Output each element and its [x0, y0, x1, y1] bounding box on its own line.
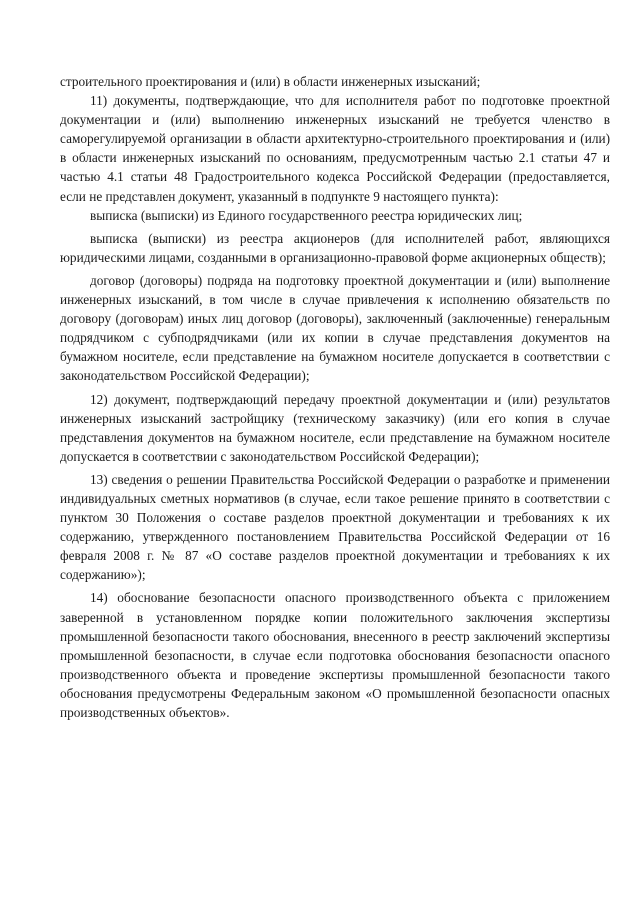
paragraph-item-12: 12) документ, подтверждающий передачу проектной документации и (или) результатов инженерных изысканий застройщику (техническому заказчику) (или его копия в случае представления документов на бумажном носителе, если представление на бумажном носителе допускается в соответствии с законодательством Российской Федерации); [60, 391, 610, 464]
paragraph-extract-shareholders: выписка (выписки) из реестра акционеров (для исполнителей работ, являющихся юридическими лицами, созданными в организационно-правовой форме акционерных обществ); [60, 230, 610, 265]
paragraph-contracts: договор (договоры) подряда на подготовку проектной документации и (или) выполнение инженерных изысканий, в том числе в случае привлечения к исполнению обязательств по договору (договорам) иных лиц договор (договоры), заключенный (заключенные) генеральным подрядчиком с субподрядчиками (или их копии в случае представления документов на бумажном носителе, если представление на бумажном носителе допускается в соответствии с законодательством Российской Федерации); [60, 272, 610, 384]
paragraph-continuation: строительного проектирования и (или) в области инженерных изысканий; [60, 74, 481, 89]
document-body [60, 72, 610, 722]
paragraph-item-13: 13) сведения о решении Правительства Российской Федерации о разработке и применении индивидуальных сметных нормативов (в случае, если такое решение принято в соответствии с пунктом 30 Положения о составе разделов проектной документации и требованиях к их содержанию, утвержденного постановлением Правительства Российской Федерации от 16 февраля 2008 г. № 87 «О составе разделов проектной документации и требованиях к их содержанию»); [60, 471, 610, 583]
paragraph-item-11: 11) документы, подтверждающие, что для исполнителя работ по подготовке проектной документации и (или) выполнению инженерных изысканий не требуется членство в саморегулируемой организации в области архитектурно-строительного проектирования и (или) в области инженерных изысканий по основаниям, предусмотренным частью 2.1 статьи 47 и частью 4.1 статьи 48 Градостроительного кодекса Российской Федерации (предоставляется, если не представлен документ, указанный в подпункте 9 настоящего пункта): [60, 93, 610, 204]
paragraph-extract-egrul: выписка (выписки) из Единого государственного реестра юридических лиц; [90, 207, 523, 223]
paragraph-item-14: 14) обоснование безопасности опасного производственного объекта с приложением заверенной в установленном порядке копии положительного заключения экспертизы промышленной безопасности такого обоснования, внесенного в реестр заключений экспертизы промышленной безопасности, в случае если подготовка обоснования безопасности опасного производственного объекта и проведение экспертизы промышленной безопасности такого обоснования предусмотрены Федеральным законом «О промышленной безопасности опасных производственных объектов». [60, 590, 610, 720]
